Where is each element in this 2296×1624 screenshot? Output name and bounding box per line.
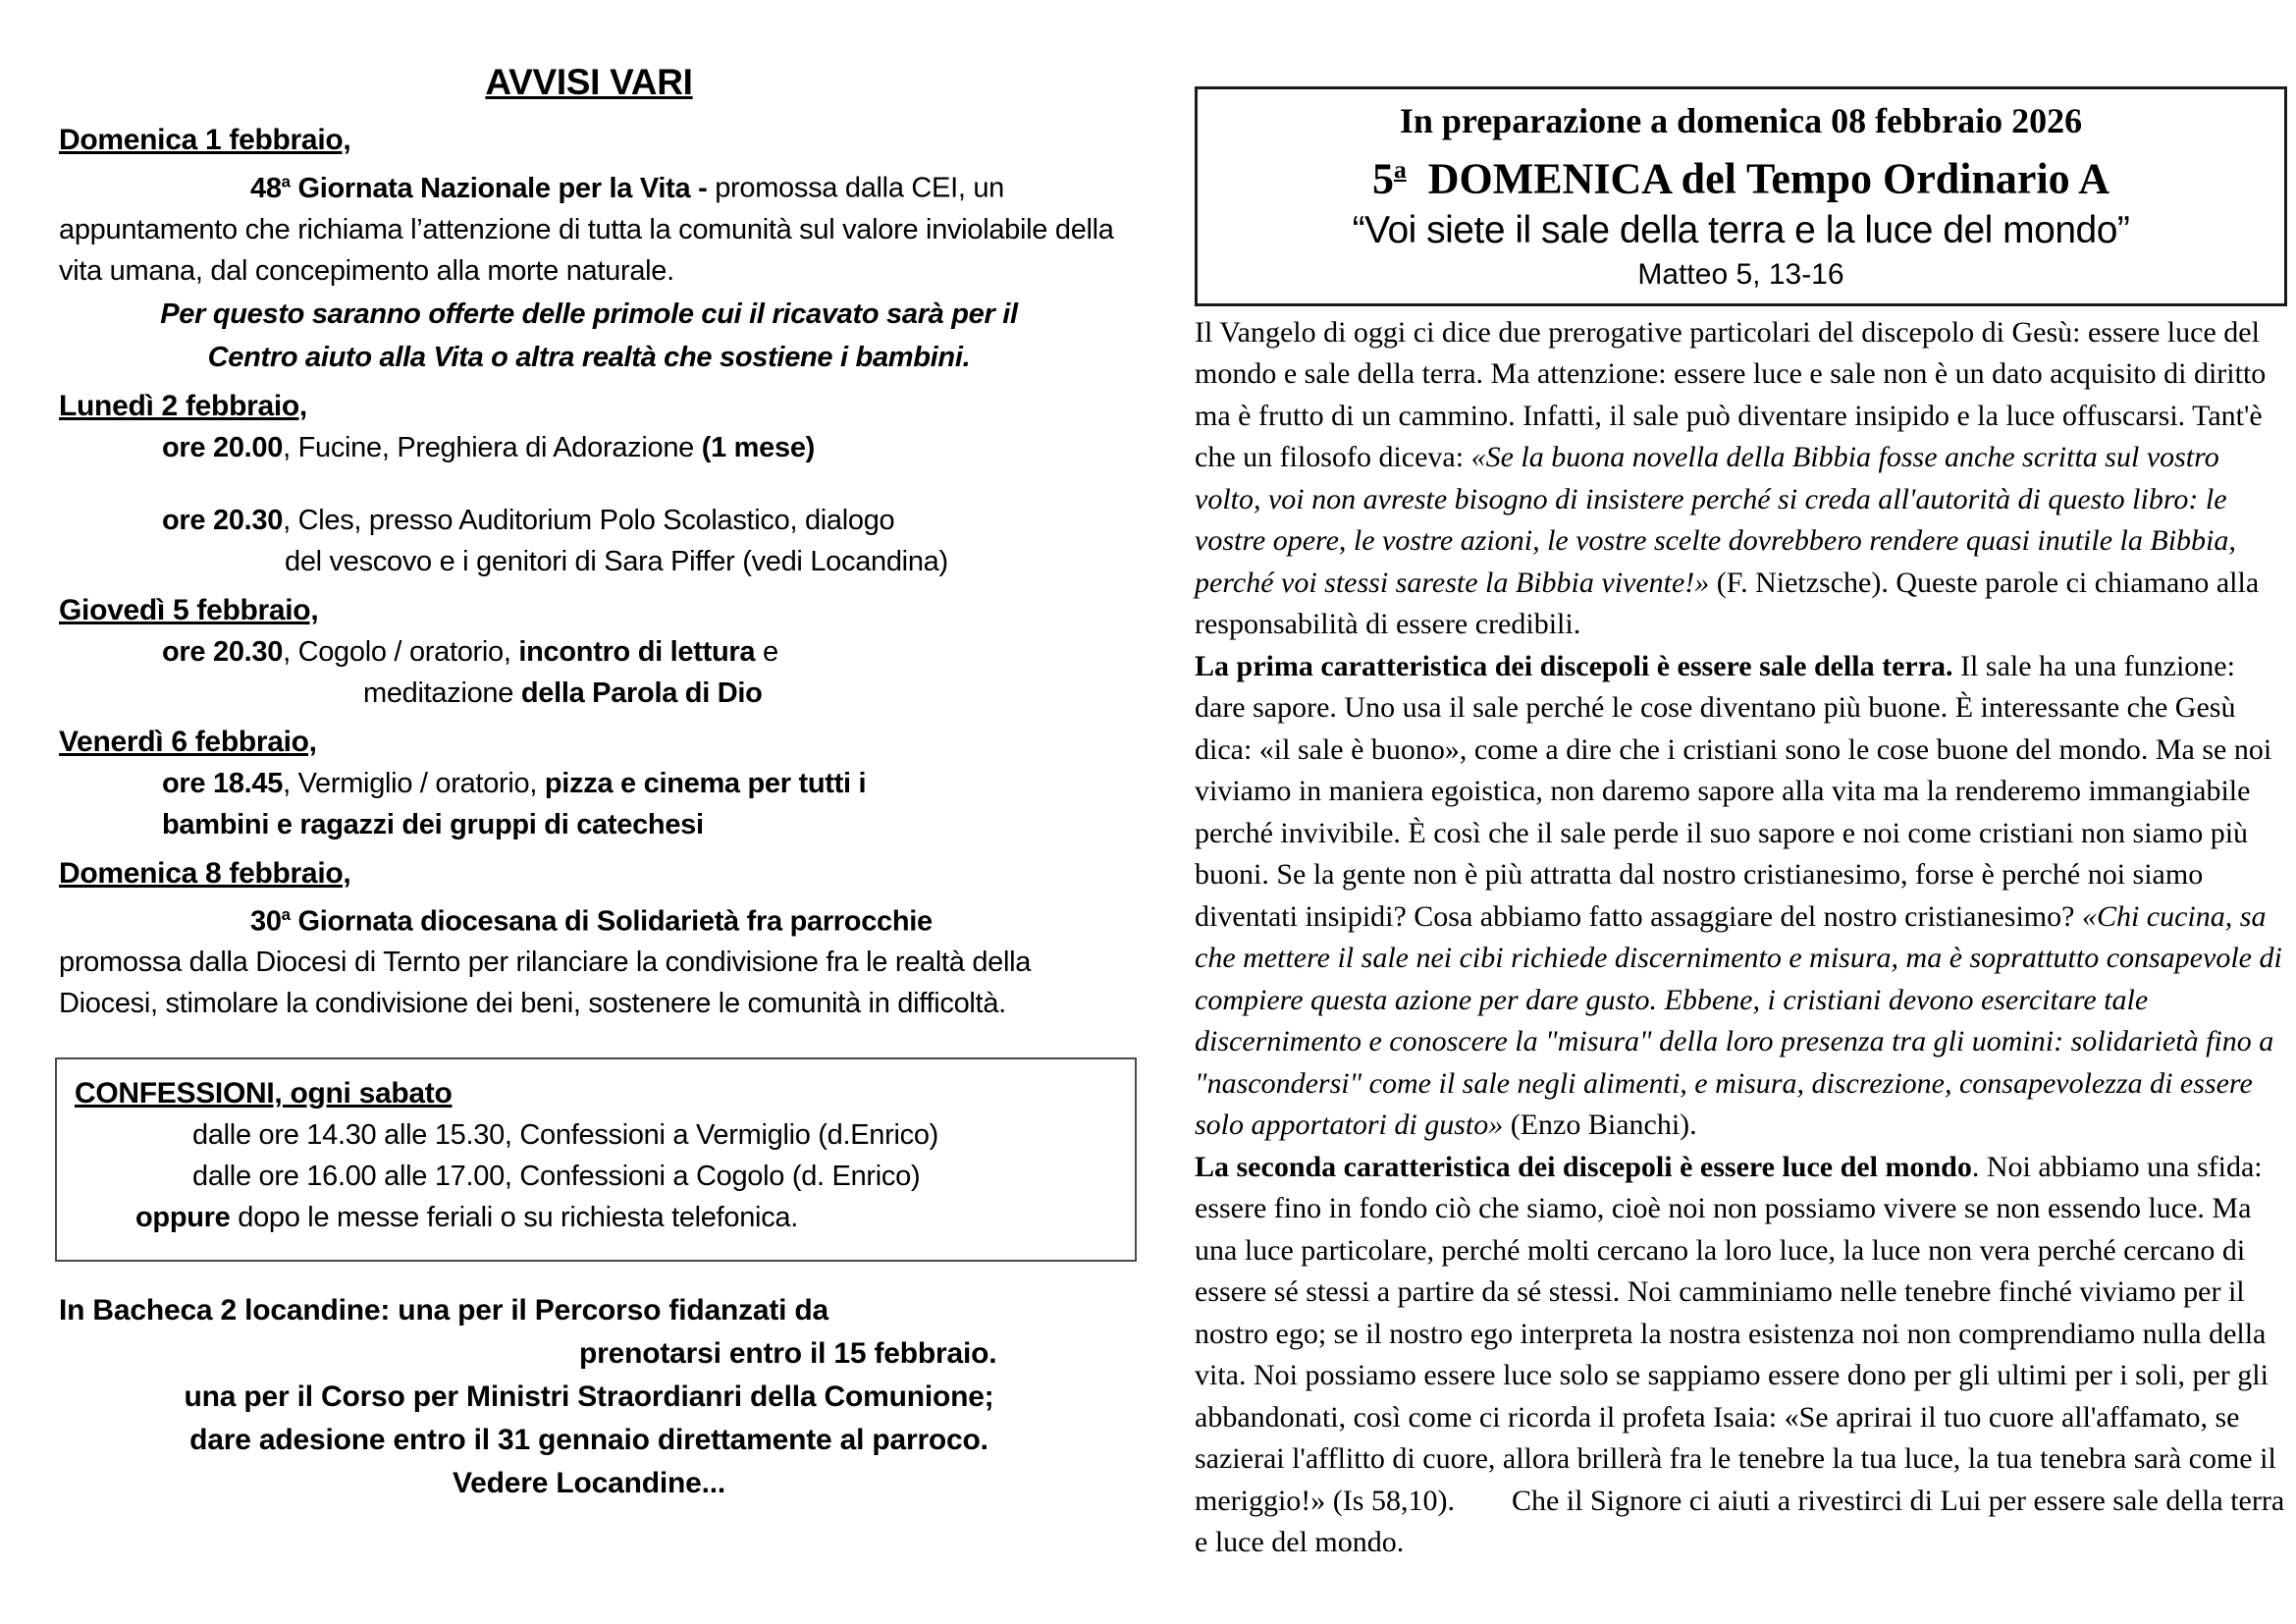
announcements-title: AVVISI VARI (485, 62, 693, 102)
noticeboard-line3: una per il Corso per Ministri Straordianri della Comunione; (184, 1380, 994, 1414)
primole-note-line1: Per questo saranno offerte delle primole cui il ricavato sarà per il (160, 298, 1018, 330)
confessions-heading: CONFESSIONI, ogni sabato (75, 1077, 453, 1110)
event-giornata-solidarieta: 30$^a$ Giornata diocesana di Solidarietà fra parrocchie (250, 904, 933, 938)
commentary-paragraph-1: Il Vangelo di oggi ci dice due prerogative particolari del discepolo di Gesù: essere luce del mondo e sale della terra. Ma attenzione: essere luce e sale non è un dato acquisito di diritto ma è frutto di un cammino. Infatti, il sale può diventare insipido e la luce offuscarsi. Tant'è che un filosofo diceva: «Se la buona novella della Bibbia fosse anche scritta sul vostro volto, voi non avreste bisogno di insistere perché si creda all'autorità di questo libro: le vostre opere, le vostre azioni, le vostre scelte dovrebbero rendere quasi inutile la Bibbia, perché voi stessi sareste la Bibbia vivente!» (F. Nietzsche). Queste parole ci chiamano alla responsabilità di essere credibili. (1195, 315, 2267, 641)
event-cles-dialogo-line2: del vescovo e i genitori di Sara Piffer (vedi Locandina) (285, 545, 948, 577)
ordinal-superscript: a (281, 172, 291, 190)
event-pizza-cinema: ore 18.45, Vermiglio / oratorio, pizza e cinema per tutti i (162, 767, 867, 799)
gospel-quote: “Voi siete il sale della terra e la luce del mondo” (1352, 208, 2130, 251)
confessions-line-cogolo: dalle ore 16.00 alle 17.00, Confessioni a Cogolo (d. Enrico) (192, 1161, 921, 1193)
noticeboard-line1: In Bacheca 2 locandine: una per il Percorso fidanzati da (59, 1294, 829, 1327)
gospel-column (1195, 86, 2287, 1564)
heading-sunday-8-feb: Domenica 8 febbraio, (59, 856, 351, 890)
event-adorazione: ore 20.00, Fucine, Preghiera di Adorazione (1 mese) (162, 431, 816, 463)
primole-note-line2: Centro aiuto alla Vita o altra realtà che sostiene i bambini. (207, 341, 971, 373)
announcements-column (59, 59, 1119, 1505)
heading-thursday-5-feb: Giovedì 5 febbraio, (59, 593, 319, 626)
nietzsche-quote: «Se la buona novella della Bibbia fosse anche scritta sul vostro volto, voi non avreste bisogno di insistere perché si creda all'autorità di questo libro: le vostre opere, le vostre azioni, le vostre scelte dovrebbero rendere quasi inutile la Bibbia, perché voi stessi sareste la Bibbia vivente!» (1195, 441, 2236, 599)
noticeboard-block (59, 1289, 1119, 1505)
second-characteristic-lead: La seconda caratteristica dei discepoli è essere luce del mondo (1195, 1150, 1972, 1183)
first-characteristic-lead: La prima caratteristica dei discepoli è essere sale della terra. (1195, 649, 1953, 682)
noticeboard-line4: dare adesione entro il 31 gennaio direttamente al parroco. (189, 1424, 988, 1457)
event-giornata-vita (59, 161, 1119, 292)
ordinal-superscript: a (281, 904, 291, 924)
event-pizza-cinema-line2: bambini e ragazzi dei gruppi di catechesi (162, 808, 704, 840)
event-incontro-lettura: ore 20.30, Cogolo / oratorio, incontro di lettura e (162, 635, 778, 668)
gospel-commentary (1195, 312, 2287, 1564)
confessions-line-vermiglio: dalle ore 14.30 alle 15.30, Confessioni a Vermiglio (d.Enrico) (192, 1119, 939, 1152)
ordinal-superscript: a (1393, 155, 1407, 184)
heading-sunday-1-feb: Domenica 1 febbraio, (59, 124, 351, 156)
noticeboard-line2: prenotarsi entro il 15 febbraio. (579, 1337, 997, 1371)
confessions-line-alternative: oppure dopo le messe feriali o su richiesta telefonica. (135, 1202, 798, 1234)
heading-monday-2-feb: Lunedì 2 febbraio, (59, 389, 307, 422)
event-giornata-vita-title: 48$^a$ Giornata Nazionale per la Vita - (250, 172, 716, 204)
commentary-paragraph-2: La prima caratteristica dei discepoli è essere sale della terra. Il sale ha una funzione: dare sapore. Uno usa il sale perché le cose diventano più buone. È interessante che Gesù dica: «il sale è buono», come a dire che i cristiani sono le cose buone del mondo. Ma se noi viviamo in maniera egoistica, non daremo sapore alla vita ma la renderemo immangiabile perché invivibile. È così che il sale perde il suo sapore e noi come cristiani non siamo più buoni. Se la gente non è più attratta dal nostro cristianesimo, forse è perché noi siamo diventati insipidi? Cosa abbiamo fatto assaggiare del nostro cristianesimo? «Chi cucina, sa che mettere il sale nei cibi richiede discernimento e misura, ma è soprattutto consapevole di compiere questa azione per dare gusto. Ebbene, i cristiani devono esercitare tale discernimento e conoscere la "misura" della loro presenza tra gli uomini: solidarietà fino a "nascondersi" come il sale negli alimenti, e misura, discrezione, consapevolezza di essere solo apportatori di gusto» (Enzo Bianchi). (1195, 649, 2282, 1142)
event-cles-dialogo: ore 20.30, Cles, presso Auditorium Polo Scolastico, dialogo (162, 504, 895, 536)
sunday-title: 5$^a$ DOMENICA del Tempo Ordinario A (1371, 154, 2110, 203)
confessions-box (55, 1057, 1137, 1262)
bianchi-quote: «Chi cucina, sa che mettere il sale nei cibi richiede discernimento e misura, ma è soprattutto consapevole di compiere questa azione per dare gusto. Ebbene, i cristiani devono esercitare tale discernimento e conoscere la "misura" della loro presenza tra gli uomini: solidarietà fino a "nascondersi" come il sale negli alimenti, e misura, discrezione, consapevolezza di essere solo apportatori di gusto» (1195, 899, 2282, 1142)
event-giornata-solidarieta-desc: promossa dalla Diocesi di Ternto per rilanciare la condivisione fra le realtà della Diocesi, stimolare la condivisione dei beni, sostenere le comunità in difficoltà. (59, 947, 1032, 1020)
closing-prayer: Che il Signore ci aiuti a rivestirci di Lui per essere sale della terra e luce del mondo. (1195, 1484, 2285, 1559)
gospel-reference: Matteo 5, 13-16 (1637, 257, 1844, 291)
heading-friday-6-feb: Venerdì 6 febbraio, (59, 725, 317, 758)
commentary-paragraph-3: La seconda caratteristica dei discepoli è essere luce del mondo. Noi abbiamo una sfida: essere fino in fondo ciò che siamo, cioè noi non possiamo vivere se non essendo luce. Ma una luce particolare, perché molti cercano la loro luce, la luce non vera perché cercano di essere sé stessi a partire da sé stessi. Noi camminiamo nelle tenebre finché viviamo per il nostro ego; se il nostro ego interpreta la nostra esistenza noi non comprendiamo nulla della vita. Noi possiamo essere luce solo se sappiamo essere dono per gli ultimi per i soli, per gli abbandonati, così come ci ricorda il profeta Isaia: «Se aprirai il tuo cuore all'affamato, se sazierai l'afflitto di cuore, allora brillerà fra le tenebre la tua luce, la tua tenebra sarà come il meriggio!» (Is 58,10). Che il Signore ci aiuti a rivestirci di Lui per essere sale della terra e luce del mondo. (1195, 1150, 2285, 1559)
sunday-header-box (1195, 86, 2287, 306)
event-incontro-lettura-line2: meditazione della Parola di Dio (363, 677, 763, 709)
event-giornata-vita-desc: promossa dalla CEI, un appuntamento che richiama l’attenzione di tutta la comunità sul valore inviolabile della vita umana, dal concepimento alla morte naturale. (59, 172, 1114, 287)
preparation-line: In preparazione a domenica 08 febbraio 2026 (1399, 101, 2083, 140)
noticeboard-line5: Vedere Locandine... (453, 1467, 725, 1500)
